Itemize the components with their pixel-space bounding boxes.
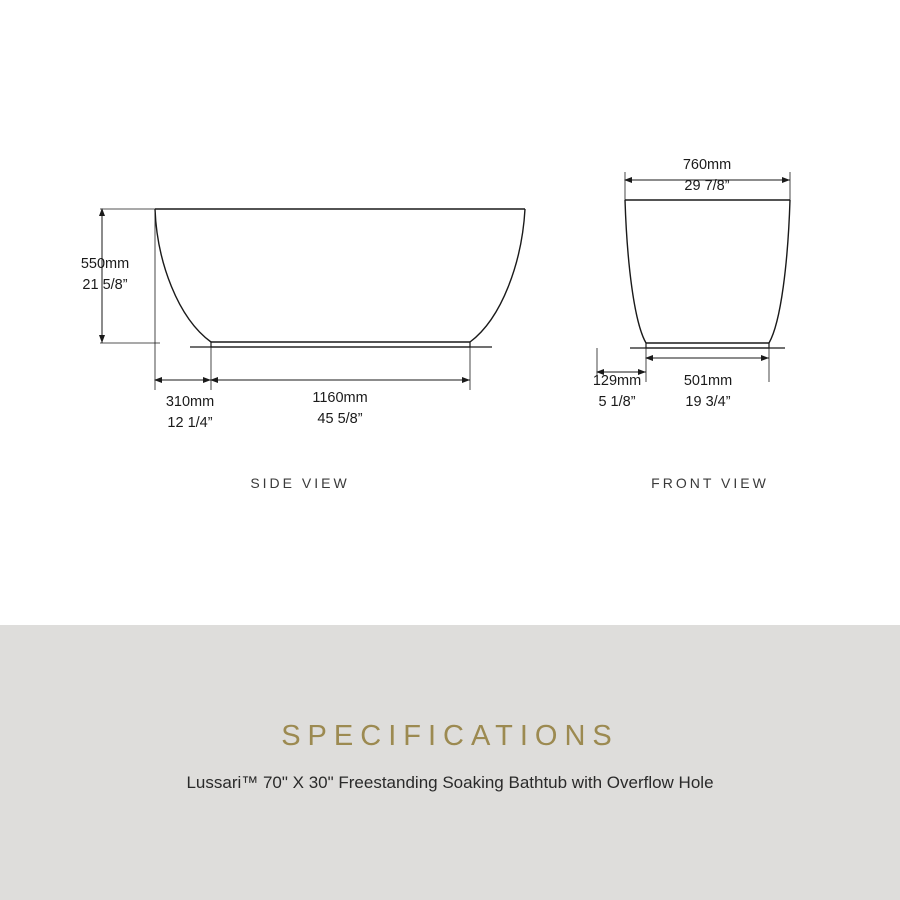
side-view-height-label <box>60 254 150 296</box>
front-view-top-width-label <box>647 155 767 197</box>
front-view-side-offset-mm: 129mm <box>592 373 642 389</box>
front-view-tub-outline <box>625 200 790 348</box>
specifications-panel <box>0 625 900 900</box>
side-view-foot-offset-in: 12 1/4” <box>167 415 213 432</box>
side-view-foot-offset-label <box>130 392 250 434</box>
side-view-height-mm: 550mm <box>80 256 130 272</box>
front-view-extension-lines <box>597 172 790 382</box>
front-view-top-width-mm: 760mm <box>682 157 732 173</box>
front-view-caption: FRONT VIEW <box>651 475 769 491</box>
side-view-base-length-in: 45 5/8” <box>317 411 363 428</box>
side-view-tub-outline <box>155 209 525 347</box>
product-name: Lussari™ 70" X 30" Freestanding Soaking Bathtub with Overflow Hole <box>186 773 714 792</box>
front-view-base-width-label <box>648 371 768 413</box>
side-view-base-length-label <box>280 388 400 430</box>
specifications-heading: SPECIFICATIONS <box>281 720 619 752</box>
front-view-base-width-mm: 501mm <box>683 373 733 389</box>
front-view-side-offset-in: 5 1/8” <box>598 394 636 411</box>
side-view-height-in: 21 5/8” <box>82 277 128 294</box>
side-view-base-length-mm: 1160mm <box>312 390 368 406</box>
side-view-caption: SIDE VIEW <box>250 475 350 491</box>
front-view-base-width-in: 19 3/4” <box>685 394 731 411</box>
front-view-top-width-in: 29 7/8” <box>684 178 730 195</box>
side-view-foot-offset-mm: 310mm <box>165 394 215 410</box>
side-view-extension-lines <box>100 209 470 390</box>
